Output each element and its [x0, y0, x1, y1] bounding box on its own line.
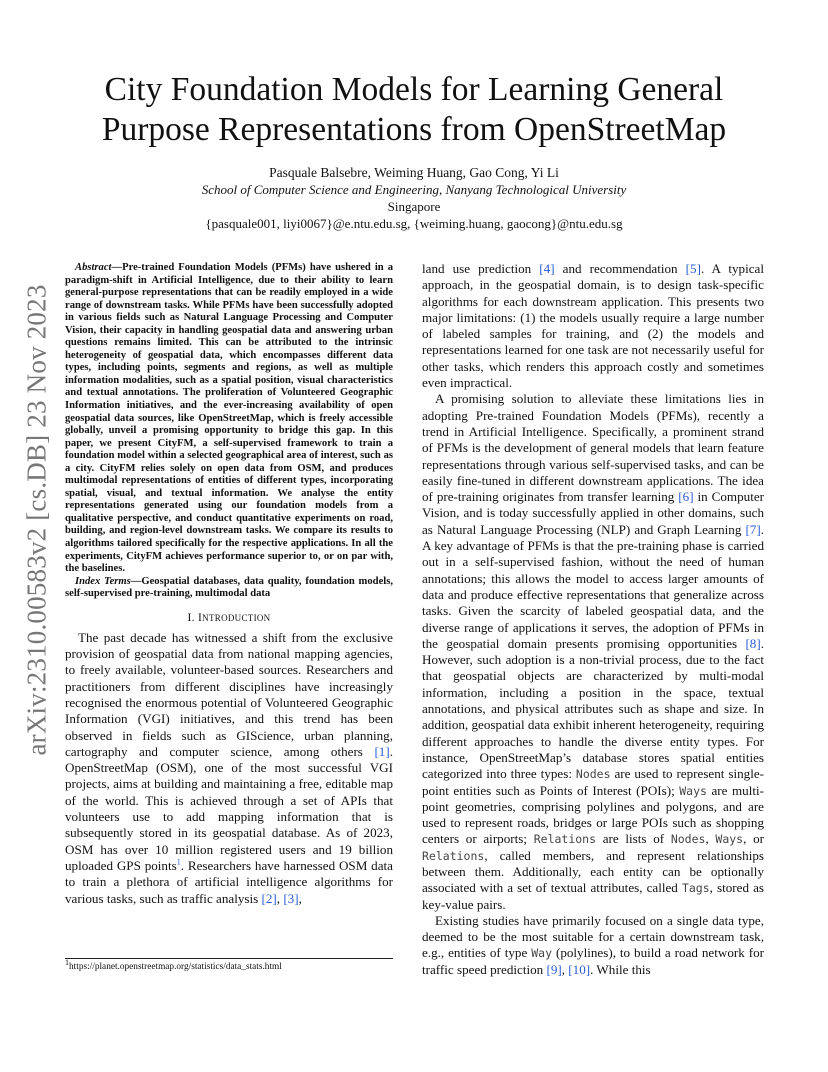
- citation-link[interactable]: [6]: [678, 489, 694, 505]
- rp2-text-c: . A key advantage of PFMs is that the pre-training phase is carried out in a self-supervised fashion, without the need of human annotations; this allows the model to access larger amounts of data and produce effective representations that generalize across tasks. Given the scarcity of labeled geospatial data, and the diverse range of applications it serves, the adoption of PFMs in the geospatial domain presents promising opportunities: [422, 521, 764, 651]
- code-term: Ways: [715, 832, 744, 847]
- citation-link[interactable]: [10]: [568, 961, 591, 977]
- code-term: Nodes: [575, 767, 611, 782]
- rp2-text-j: , called members, and represent relationships between them. Additionally, each entity can be optionally associated with a set of textual attributes, called: [422, 847, 764, 896]
- intro-paragraph-1: [65, 630, 393, 907]
- rp3-text-d: . While this: [590, 961, 651, 977]
- code-term: Nodes: [670, 832, 706, 847]
- citation-link[interactable]: [1]: [374, 743, 390, 759]
- rp2-text-d: . However, such adoption is a non-trivial process, due to the fact that geospatial objects are characterized by multi-modal information, including a position in the space, textual annotations, and physical attributes such as shape and size. In addition, geospatial data exhibit inherent heterogeneity, requiring different approaches to handle the diverse entity types. For instance, OpenStreetMap’s database stores spatial entities categorized into three types:: [422, 635, 764, 782]
- rp2-text-h: ,: [705, 831, 716, 847]
- index-terms-text: —Geospatial databases, data quality, foundation models, self-supervised pre-training, multimodal data: [65, 575, 393, 600]
- affiliation-location: Singapore: [387, 199, 441, 214]
- citation-link[interactable]: [3]: [283, 890, 299, 906]
- rp2-text-i: , or: [743, 831, 764, 847]
- affiliation: School of Computer Science and Engineering, Nanyang Technological University: [201, 182, 627, 197]
- title-line-2: Purpose Representations from OpenStreetMap: [101, 111, 727, 148]
- rp3-text-a: Existing studies have primarily focused on a single data type, deemed to be the most suitable for a certain downstream task, e.g., entities of type: [422, 912, 764, 961]
- author-emails: {pasquale001, liyi0067}@e.ntu.edu.sg, {weiming.huang, gaocong}@ntu.edu.sg: [205, 216, 623, 231]
- code-term: Ways: [679, 783, 707, 798]
- intro-text-3: . Researchers have harnessed OSM data to train a plethora of artificial intelligence algorithms for various tasks, such as traffic analysis: [65, 857, 393, 906]
- footnote-mark-link[interactable]: 1: [176, 857, 181, 867]
- rp3-text-b: (polylines), to build a road network for traffic speed prediction: [422, 945, 764, 977]
- right-paragraph-1: [422, 261, 764, 391]
- abstract: [65, 262, 393, 576]
- rp2-text-f: are multi-point geometries, comprising polylines and polygons, and are used to represent roads, bridges or large POIs such as shopping centers or airports;: [422, 782, 764, 847]
- arxiv-stamp-text: arXiv:2310.00583v2 [cs.DB] 23 Nov 2023: [21, 284, 52, 756]
- citation-link[interactable]: [7]: [745, 521, 761, 537]
- rp2-text-e: are used to represent single-point entities such as Points of Interest (POIs);: [422, 766, 765, 798]
- right-paragraph-3: [422, 913, 764, 978]
- intro-text-5: ,: [298, 890, 302, 906]
- rp3-text-c: ,: [561, 961, 569, 977]
- intro-text-2: . OpenStreetMap (OSM), one of the most successful VGI projects, aims at building and maintaining a free, editable map of the world. This is achieved through a set of APIs that volunteers use to add mapping information that is subsequently stored in its geospatial database. As of 2023, OSM has over 10 million registered users and 19 billion uploaded GPS points: [65, 743, 393, 873]
- index-terms-label: Index Terms: [75, 575, 131, 587]
- citation-link[interactable]: [4]: [539, 261, 555, 276]
- rp1-text-a: land use prediction: [422, 261, 540, 276]
- arxiv-stamp: [22, 280, 52, 760]
- rp2-text-b: in Computer Vision, and is today successfully applied in other domains, such as Natural Language Processing (NLP) and Graph Learning: [422, 489, 764, 537]
- rp2-text-a: A promising solution to alleviate these limitations lies in adopting Pre-trained Foundation Models (PFMs), recently a trend in Artificial Intelligence. Specifically, a prominent strand of PFMs is the development of general models that learn feature representations through various self-supervised tasks, and can be easily fine-tuned in different downstream applications. The idea of pre-training originates from transfer learning: [422, 391, 764, 505]
- code-term: Relations: [422, 848, 485, 863]
- citation-link[interactable]: [9]: [546, 961, 562, 977]
- index-terms: [65, 576, 393, 601]
- paper-title: [60, 70, 768, 150]
- section-number: I.: [187, 611, 195, 624]
- title-line-1: City Foundation Models for Learning General: [104, 71, 724, 108]
- footnote-url[interactable]: https://planet.openstreetmap.org/statistics/data_stats.html: [69, 962, 282, 972]
- right-paragraph-2: [422, 391, 764, 913]
- citation-link[interactable]: [5]: [685, 261, 701, 276]
- citation-link[interactable]: [2]: [261, 890, 277, 906]
- abstract-text: —Pre-trained Foundation Models (PFMs) have ushered in a paradigm-shift in Artificial Intelligence, due to their ability to learn general-purpose representations that can be readily employed in a wide range of downstream tasks. While PFMs have been successfully adopted in various fields such as Natural Language Processing and Computer Vision, their capacity in handling geospatial data and answering urban questions remains limited. This can be attributed to the intrinsic heterogeneity of geospatial data, which encompasses different data types, including points, segments and regions, as well as multiple information modalities, such as a spatial position, visual characteristics and textual annotations. The proliferation of Volunteered Geographic Information initiatives, and the ever-increasing availability of open geospatial data sources, like OpenStreetMap, which is freely accessible globally, unveil a promising opportunity to bridge this gap. In this paper, we present CityFM, a self-supervised framework to train a foundation model within a selected geographical area of interest, such as a city. CityFM relies solely on open data from OSM, and produces multimodal representations of entities of different types, incorporating spatial, visual, and textual information. We analyse the entity representations generated using our foundation models from a qualitative perspective, and conduct quantitative experiments on road, building, and region-level downstream tasks. We compare its results to algorithms tailored specifically for the respective applications. In all the experiments, CityFM achieves performance superior to, or on par with, the baselines.: [65, 262, 393, 575]
- rp1-text-c: . A typical approach, in the geospatial domain, is to design task-specific algorithms for each downstream application. This presents two major limitations: (1) the models usually require a large number of labeled samples for training, and (2) the models and representations learned for one task are not necessarily useful for other tasks, which renders this approach costly and sometimes even impractical.: [422, 261, 764, 391]
- intro-text-4: ,: [276, 890, 284, 906]
- rp2-text-k: , stored as key-value pairs.: [422, 880, 764, 912]
- section-title-initial: I: [198, 611, 203, 624]
- rp1-text-b: and recommendation: [554, 261, 686, 276]
- right-column: [422, 261, 764, 978]
- author-list: Pasquale Balsebre, Weiming Huang, Gao Cong, Yi Li: [269, 165, 559, 180]
- code-term: Relations: [533, 832, 597, 847]
- rp2-text-g: are lists of: [596, 831, 671, 847]
- left-column: [65, 262, 393, 907]
- footnote-number: 1: [65, 957, 69, 967]
- footnote: [65, 957, 393, 973]
- section-heading-introduction: [65, 612, 393, 624]
- abstract-label: Abstract: [75, 262, 112, 273]
- section-title-rest: NTRODUCTION: [202, 612, 271, 623]
- code-term: Tags: [681, 881, 710, 896]
- citation-link[interactable]: [8]: [745, 635, 761, 651]
- intro-text-1: The past decade has witnessed a shift from the exclusive provision of geospatial data from national mapping agencies, to freely available, volunteer-based sources. Researchers and practitioners from different disciplines have increasingly recognised the enormous potential of Volunteered Geographic Information (VGI) initiatives, and this trend has been observed in fields such as GIScience, urban planning, cartography and computer science, among others: [65, 629, 393, 759]
- code-term: Way: [531, 946, 553, 961]
